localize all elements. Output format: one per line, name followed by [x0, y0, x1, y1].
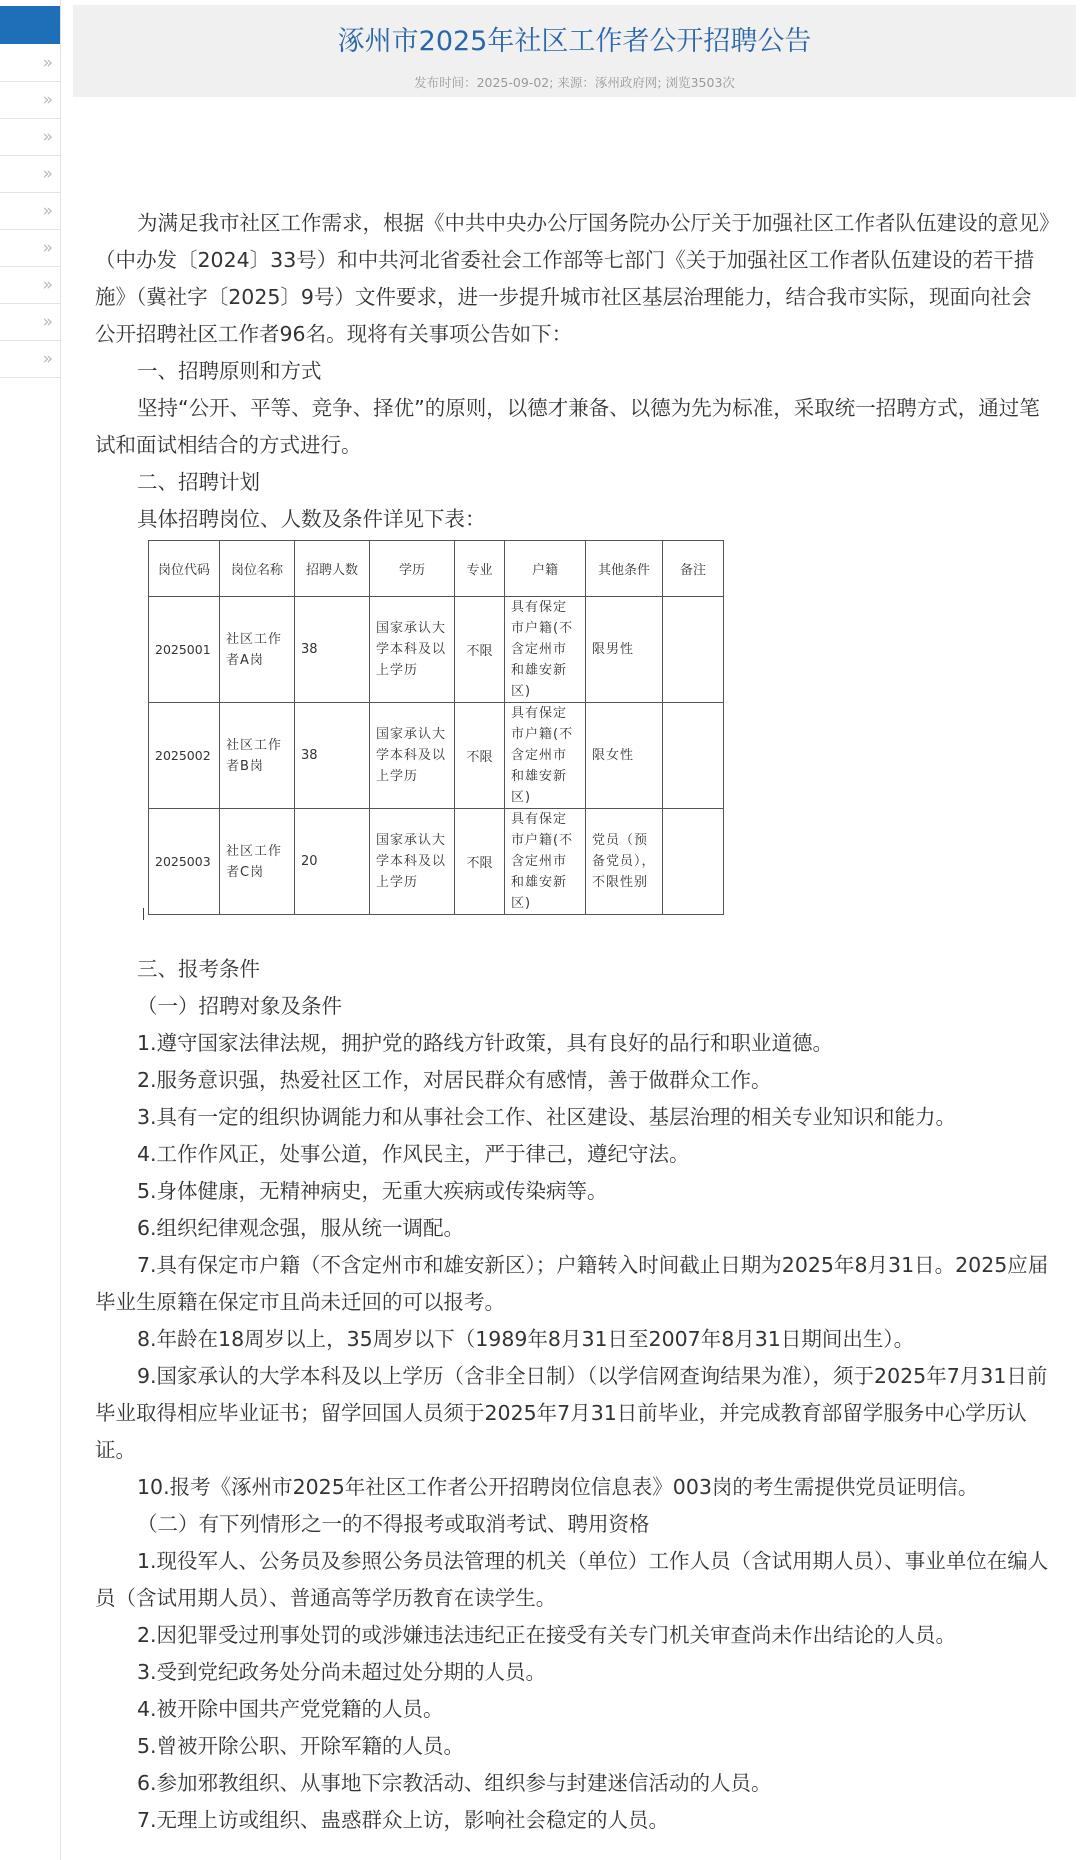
table-cell-note [663, 703, 724, 809]
table-row [149, 597, 724, 703]
section-2-text: 具体招聘岗位、人数及条件详见下表： [137, 507, 486, 531]
sidebar-item[interactable] [0, 267, 60, 304]
table-row [149, 703, 724, 809]
cursor-mark [143, 908, 144, 920]
table-header: 岗位代码 [149, 541, 220, 597]
section-2-title: 二、招聘计划 [137, 470, 260, 494]
table-cell-edu: 国家承认大学本科及以上学历 [370, 703, 455, 809]
table-cell-name: 社区工作者C岗 [220, 809, 295, 915]
sidebar-item[interactable] [0, 193, 60, 230]
condition-1: 1.遵守国家法律法规，拥护党的路线方针政策，具有良好的品行和职业道德。 [137, 1031, 834, 1055]
sidebar-item[interactable] [0, 156, 60, 193]
table-cell-count: 38 [295, 703, 370, 809]
chevron-right-icon: » [42, 164, 50, 184]
table-header: 专业 [455, 541, 505, 597]
condition-4: 4.工作作风正，处事公道，作风民主，严于律己，遵纪守法。 [137, 1142, 690, 1166]
article-header [73, 5, 1076, 97]
table-cell-note [663, 809, 724, 915]
section-3-sub1: （一）招聘对象及条件 [137, 994, 342, 1018]
table-cell-name: 社区工作者B岗 [220, 703, 295, 809]
condition-8: 8.年龄在18周岁以上，35周岁以下（1989年8月31日至2007年8月31日期间出生）。 [137, 1327, 915, 1351]
sidebar-item[interactable] [0, 230, 60, 267]
chevron-right-icon: » [42, 275, 50, 295]
table-cell-note [663, 597, 724, 703]
condition-7: 7.具有保定市户籍（不含定州市和雄安新区）；户籍转入时间截止日期为2025年8月31日。2025应届毕业生原籍在保定市且尚未迁回的可以报考。 [95, 1253, 1049, 1314]
disqualify-5: 5.曾被开除公职、开除军籍的人员。 [137, 1734, 465, 1758]
table-row [149, 809, 724, 915]
chevron-right-icon: » [42, 53, 50, 73]
table-cell-code: 2025003 [149, 809, 220, 915]
table-cell-major: 不限 [455, 809, 505, 915]
chevron-right-icon: » [42, 201, 50, 221]
table-header-row [149, 541, 724, 597]
chevron-right-icon: » [42, 238, 50, 258]
table-header: 学历 [370, 541, 455, 597]
article-meta: 发布时间：2025-09-02; 来源：涿州政府网; 浏览3503次 [414, 75, 735, 90]
table-cell-name: 社区工作者A岗 [220, 597, 295, 703]
section-3-sub2: （二）有下列情形之一的不得报考或取消考试、聘用资格 [137, 1512, 650, 1536]
table-cell-other: 限女性 [586, 703, 663, 809]
table-cell-other: 党员（预备党员），不限性别 [586, 809, 663, 915]
condition-3: 3.具有一定的组织协调能力和从事社会工作、社区建设、基层治理的相关专业知识和能力。 [137, 1105, 957, 1129]
table-header: 备注 [663, 541, 724, 597]
table-header: 其他条件 [586, 541, 663, 597]
sidebar-item[interactable] [0, 82, 60, 119]
chevron-right-icon: » [42, 127, 50, 147]
table-cell-hukou: 具有保定市户籍(不含定州市和雄安新区) [505, 597, 586, 703]
chevron-right-icon: » [42, 312, 50, 332]
sidebar-active-item[interactable] [0, 6, 60, 44]
table-cell-edu: 国家承认大学本科及以上学历 [370, 809, 455, 915]
disqualify-2: 2.因犯罪受过刑事处罚的或涉嫌违法违纪正在接受有关专门机关审查尚未作出结论的人员。 [137, 1623, 957, 1647]
sidebar-item[interactable] [0, 119, 60, 156]
table-cell-major: 不限 [455, 703, 505, 809]
chevron-right-icon: » [42, 90, 50, 110]
table-header: 户籍 [505, 541, 586, 597]
table-cell-code: 2025002 [149, 703, 220, 809]
article-body [95, 205, 1050, 1839]
disqualify-4: 4.被开除中国共产党党籍的人员。 [137, 1697, 444, 1721]
sidebar-item[interactable] [0, 341, 60, 378]
condition-9: 9.国家承认的大学本科及以上学历（含非全日制）（以学信网查询结果为准），须于2025年7月31日前毕业取得相应毕业证书；留学回国人员须于2025年7月31日前毕业，并完成教育部留学服务中心学历认证。 [95, 1364, 1048, 1462]
section-3-title: 三、报考条件 [137, 957, 260, 981]
disqualify-1: 1.现役军人、公务员及参照公务员法管理的机关（单位）工作人员（含试用期人员）、事业单位在编人员（含试用期人员）、普通高等学历教育在读学生。 [95, 1549, 1049, 1610]
page-title: 涿州市2025年社区工作者公开招聘公告 [337, 26, 812, 57]
table-cell-edu: 国家承认大学本科及以上学历 [370, 597, 455, 703]
section-1-text: 坚持“公开、平等、竞争、择优”的原则，以德才兼备、以德为先为标准，采取统一招聘方式，通过笔试和面试相结合的方式进行。 [95, 396, 1040, 457]
table-header: 岗位名称 [220, 541, 295, 597]
table-cell-major: 不限 [455, 597, 505, 703]
condition-2: 2.服务意识强，热爱社区工作，对居民群众有感情，善于做群众工作。 [137, 1068, 772, 1092]
table-cell-count: 38 [295, 597, 370, 703]
table-header: 招聘人数 [295, 541, 370, 597]
disqualify-3: 3.受到党纪政务处分尚未超过处分期的人员。 [137, 1660, 547, 1684]
intro-paragraph: 为满足我市社区工作需求，根据《中共中央办公厅国务院办公厅关于加强社区工作者队伍建设的意见》（中办发〔2024〕33号）和中共河北省委社会工作部等七部门《关于加强社区工作者队伍建设的若干措施》（冀社字〔2025〕9号）文件要求，进一步提升城市社区基层治理能力，结合我市实际，现面向社会公开招聘社区工作者96名。现将有关事项公告如下： [95, 211, 1050, 346]
sidebar-item[interactable] [0, 45, 60, 82]
disqualify-6: 6.参加邪教组织、从事地下宗教活动、组织参与封建迷信活动的人员。 [137, 1771, 772, 1795]
condition-6: 6.组织纪律观念强，服从统一调配。 [137, 1216, 465, 1240]
left-sidebar [0, 0, 61, 1860]
disqualify-7: 7.无理上访或组织、蛊惑群众上访，影响社会稳定的人员。 [137, 1808, 670, 1832]
condition-10: 10.报考《涿州市2025年社区工作者公开招聘岗位信息表》003岗的考生需提供党员证明信。 [137, 1475, 979, 1499]
table-cell-code: 2025001 [149, 597, 220, 703]
condition-5: 5.身体健康，无精神病史，无重大疾病或传染病等。 [137, 1179, 608, 1203]
table-cell-hukou: 具有保定市户籍(不含定州市和雄安新区) [505, 703, 586, 809]
table-cell-hukou: 具有保定市户籍(不含定州市和雄安新区) [505, 809, 586, 915]
recruitment-table [148, 540, 724, 915]
section-1-title: 一、招聘原则和方式 [137, 359, 322, 383]
table-cell-count: 20 [295, 809, 370, 915]
table-cell-other: 限男性 [586, 597, 663, 703]
recruitment-table-wrap [148, 540, 724, 915]
sidebar-item[interactable] [0, 304, 60, 341]
chevron-right-icon: » [42, 349, 50, 369]
